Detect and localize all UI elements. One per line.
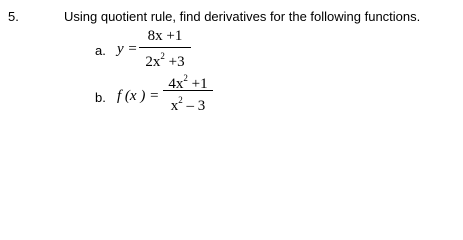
part-b-label: b. bbox=[95, 90, 106, 105]
part-a-fraction-bar bbox=[139, 47, 191, 48]
part-b-den-coef: x bbox=[170, 98, 179, 114]
part-b-den-rest: – 3 bbox=[186, 98, 206, 114]
part-b-numerator bbox=[163, 71, 213, 92]
question-number: 5. bbox=[8, 9, 19, 24]
part-a-denominator bbox=[139, 49, 191, 70]
part-b-lhs: f (x ) = bbox=[117, 88, 160, 104]
part-b-num-coef: 4x bbox=[168, 76, 184, 92]
part-b-num-rest: +1 bbox=[191, 76, 208, 92]
part-b-fraction bbox=[163, 70, 213, 114]
part-a-den-coef: 2x bbox=[145, 54, 161, 70]
part-b-num-exp: 2 bbox=[183, 73, 188, 83]
part-b-den-exp: 2 bbox=[178, 95, 183, 105]
question-prompt: Using quotient rule, find derivatives for the following functions. bbox=[64, 9, 421, 24]
part-a-fraction bbox=[139, 28, 191, 68]
part-a-label: a. bbox=[95, 43, 106, 58]
part-a-den-rest: +3 bbox=[168, 54, 185, 70]
part-a-den-exp: 2 bbox=[160, 51, 165, 61]
part-b-denominator bbox=[163, 93, 213, 114]
part-a-numerator: 8x +1 bbox=[147, 28, 183, 44]
part-a-lhs: y = bbox=[117, 41, 138, 57]
part-b-fraction-bar bbox=[163, 90, 213, 91]
